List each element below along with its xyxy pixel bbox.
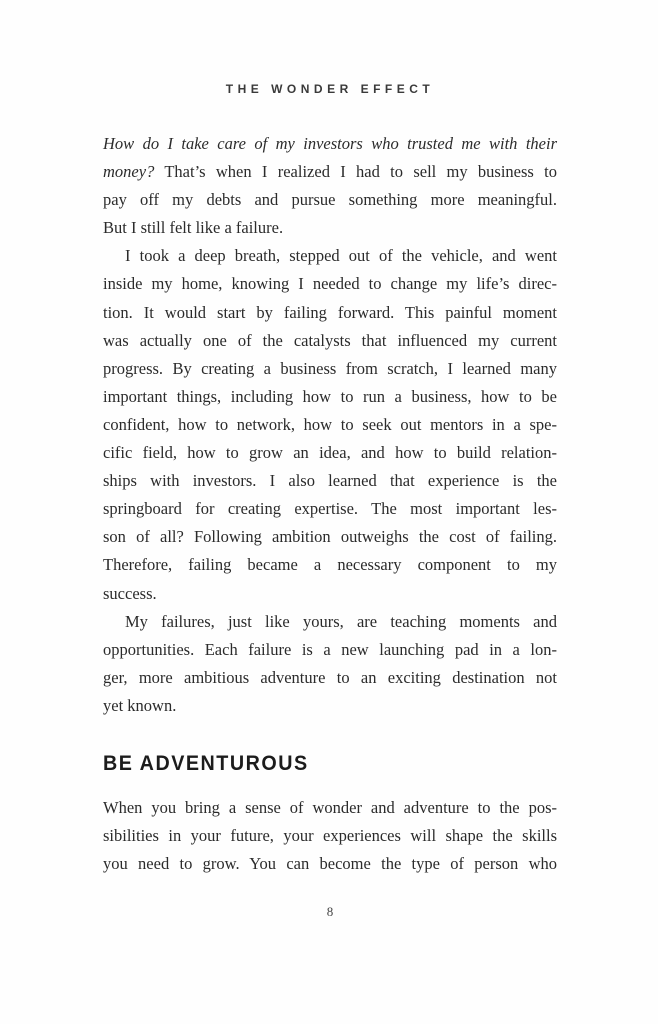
text-line bbox=[103, 636, 557, 664]
paragraph bbox=[103, 794, 557, 878]
text-line bbox=[103, 523, 557, 551]
page-number: 8 bbox=[326, 904, 334, 919]
text-line bbox=[103, 242, 557, 270]
body-text-segment: son of all? Following ambition outweighs the cost of failing. bbox=[103, 527, 557, 547]
body-text-segment: Therefore, failing became a necessary component to my bbox=[103, 555, 557, 575]
text-line bbox=[103, 186, 557, 214]
text-line bbox=[103, 439, 557, 467]
text-line bbox=[103, 411, 557, 439]
italic-text: money? bbox=[103, 162, 155, 182]
body-text-segment: progress. By creating a business from scratch, I learned many bbox=[103, 358, 557, 378]
body-text-segment: you need to grow. You can become the type of person who bbox=[103, 854, 557, 874]
body-text-segment: sibilities in your future, your experiences will shape the skills bbox=[103, 826, 557, 846]
text-line bbox=[103, 130, 557, 158]
body-text-segment: ger, more ambitious adventure to an exciting destination not bbox=[103, 667, 557, 687]
text-line bbox=[103, 158, 557, 186]
text-line bbox=[103, 794, 557, 822]
body-text-segment: springboard for creating expertise. The most important les- bbox=[103, 499, 557, 519]
text-line bbox=[103, 467, 557, 495]
body-text-segment: tion. It would start by failing forward. This painful moment bbox=[103, 302, 557, 322]
body-text-segment: was actually one of the catalysts that influenced my current bbox=[103, 330, 557, 350]
body-text bbox=[103, 130, 557, 878]
body-text-segment: ships with investors. I also learned that experience is the bbox=[103, 471, 557, 491]
text-line bbox=[103, 551, 557, 579]
text-line bbox=[103, 580, 557, 608]
text-line bbox=[103, 608, 557, 636]
text-line bbox=[103, 822, 557, 850]
text-line bbox=[103, 495, 557, 523]
body-text-segment: I took a deep breath, stepped out of the vehicle, and went bbox=[125, 246, 557, 266]
text-line bbox=[103, 214, 557, 242]
body-text-segment: That’s when I realized I had to sell my business to bbox=[154, 162, 557, 182]
text-line bbox=[103, 299, 557, 327]
text-line bbox=[103, 270, 557, 298]
body-text-segment: When you bring a sense of wonder and adventure to the pos- bbox=[103, 797, 557, 817]
text-line bbox=[103, 327, 557, 355]
body-text-segment: inside my home, knowing I needed to change my life’s direc- bbox=[103, 274, 557, 294]
body-text-segment: My failures, just like yours, are teaching moments and bbox=[125, 611, 557, 631]
body-text-segment: opportunities. Each failure is a new launching pad in a lon- bbox=[103, 639, 557, 659]
paragraph bbox=[103, 242, 557, 607]
text-line bbox=[103, 850, 557, 878]
text-line bbox=[103, 355, 557, 383]
body-text-segment: But I still felt like a failure. bbox=[103, 218, 284, 238]
body-text-segment: cific field, how to grow an idea, and how to build relation- bbox=[103, 443, 557, 463]
text-line bbox=[103, 692, 557, 720]
body-text-segment: yet known. bbox=[103, 695, 177, 715]
italic-text: How do I take care of my investors who trusted me with their bbox=[103, 134, 557, 153]
body-text-segment: success. bbox=[103, 583, 157, 603]
text-line bbox=[103, 383, 557, 411]
paragraph bbox=[103, 608, 557, 720]
body-text-segment: pay off my debts and pursue something more meaningful. bbox=[103, 190, 557, 210]
body-text-segment: important things, including how to run a business, how to be bbox=[103, 386, 557, 406]
section-heading: BE ADVENTUROUS bbox=[103, 751, 309, 775]
text-line bbox=[103, 664, 557, 692]
body-text-segment: confident, how to network, how to seek out mentors in a spe- bbox=[103, 414, 557, 434]
running-header: THE WONDER EFFECT bbox=[225, 82, 435, 96]
paragraph bbox=[103, 130, 557, 242]
